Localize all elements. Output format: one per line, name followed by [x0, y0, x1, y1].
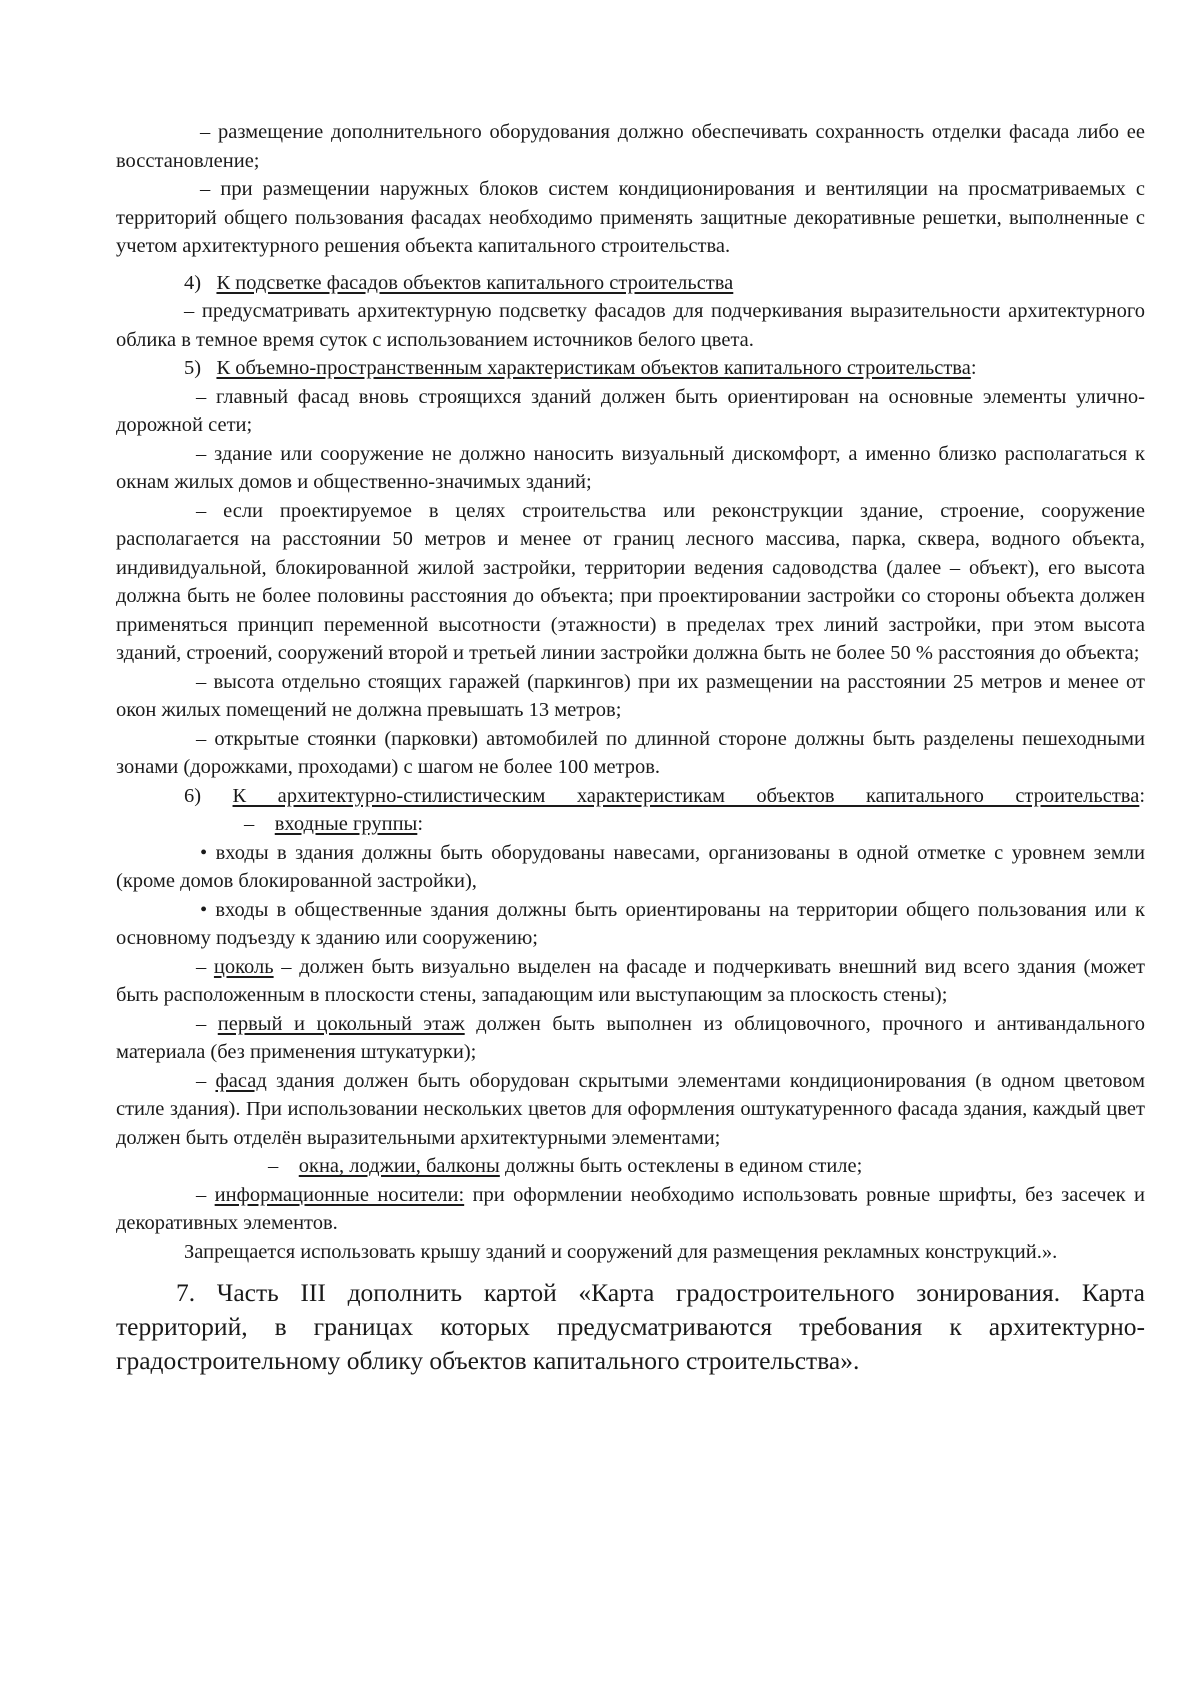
section-4-heading	[116, 269, 1145, 298]
plinth-text: – должен быть визуально выделен на фасаде и подчеркивать внешний вид всего здания (может быть расположенным в плоскости стены, западающим или выступающим за плоскость стены);	[116, 955, 1146, 1006]
paragraph-item-7: 7. Часть III дополнить картой «Карта градостроительного зонирования. Карта территорий, в границах которых предусматриваются требования к архитектурно-градостроительному облику объектов капитального строительства».	[116, 1278, 1145, 1375]
paragraph-discomfort: – здание или сооружение не должно наносить визуальный дискомфорт, а именно близко располагаться к окнам жилых домов и общественно-значимых зданий;	[116, 442, 1145, 493]
paragraph-windows	[116, 1152, 1145, 1181]
entry-groups-title: входные группы	[274, 813, 418, 835]
facade-text: здания должен быть оборудован скрытыми элементами кондиционирования (в одном цветовом стиле здания). При использовании нескольких цветов для оформления оштукатуренного фасада здания, каждый цвет должен быть отделён выразительными архитектурными элементами;	[116, 1069, 1146, 1149]
facade-dash: –	[196, 1069, 207, 1092]
section-4-title: К подсветке фасадов объектов капитального строительства	[216, 271, 734, 294]
first-floor-term: первый и цокольный этаж	[217, 1012, 465, 1035]
section-5-heading	[116, 354, 1145, 383]
plinth-term: цоколь	[213, 955, 274, 978]
plinth-dash: –	[196, 955, 207, 978]
entry-groups-colon: :	[417, 813, 424, 835]
paragraph-roof-ban: Запрещается использовать крышу зданий и сооружений для размещения рекламных конструкций.».	[184, 1240, 1058, 1263]
entry-groups-dash: –	[244, 813, 255, 835]
first-floor-text: должен быть выполнен из облицовочного, прочного и антивандального материала (без применения штукатурки);	[116, 1012, 1146, 1063]
bullet-entrances: • входы в здания должны быть оборудованы навесами, организованы в одной отметке с уровнем земли (кроме домов блокированной застройки),	[116, 841, 1145, 892]
facade-term: фасад	[215, 1069, 267, 1092]
paragraph-first-floor	[116, 1010, 1145, 1067]
section-6-title: К архитектурно-стилистическим характеристикам объектов капитального строительства	[232, 784, 1140, 807]
paragraph-facade	[116, 1067, 1145, 1153]
windows-term: окна, лоджии, балконы	[298, 1155, 500, 1177]
windows-dash: –	[268, 1155, 279, 1177]
paragraph-main-facade: – главный фасад вновь строящихся зданий должен быть ориентирован на основные элементы улично-дорожной сети;	[116, 385, 1145, 436]
paragraph-info-carriers	[116, 1181, 1145, 1238]
info-text: при оформлении необходимо использовать ровные шрифты, без засечек и декоративных элементов.	[116, 1183, 1146, 1234]
section-6-heading	[116, 782, 1145, 811]
paragraph-garages: – высота отдельно стоящих гаражей (паркингов) при их размещении на расстоянии 25 метров и менее от окон жилых помещений не должна превышать 13 метров;	[116, 670, 1145, 721]
info-dash: –	[196, 1183, 207, 1206]
section-5-title: К объемно-пространственным характеристикам объектов капитального строительства	[216, 357, 971, 379]
paragraph-ventilation: – при размещении наружных блоков систем кондиционирования и вентиляции на просматриваемых с территорий общего пользования фасадах необходимо применять защитные декоративные решетки, выполненные с учетом архитектурного решения объекта капитального строительства.	[116, 178, 1145, 257]
section-6-colon: :	[1139, 784, 1146, 807]
windows-text: должны быть остеклены в едином стиле;	[499, 1155, 863, 1177]
paragraph-height-limits: – если проектируемое в целях строительства или реконструкции здание, строение, сооружение располагается на расстоянии 50 метров и менее от границ лесного массива, парка, сквера, водного объекта, индивидуальной, блокированной жилой застройки, территории ведения садоводства (далее – объект), его высота должна быть не более половины расстояния до объекта; при проектировании застройки со стороны объекта должен применяться принцип переменной высотности (этажности) в пределах трех линий застройки, при этом высота зданий, строений, сооружений второй и третьей линии застройки должна быть не более 50 % расстояния до объекта;	[116, 499, 1145, 664]
section-6-number: 6)	[184, 784, 202, 807]
section-5-colon: :	[970, 357, 977, 379]
bullet-public-entrances: • входы в общественные здания должны быть ориентированы на территории общего пользования или к основному подъезду к зданию или сооружению;	[116, 898, 1145, 949]
section-5-number: 5)	[184, 357, 202, 379]
first-floor-dash: –	[196, 1012, 207, 1035]
entry-groups-heading	[116, 810, 1145, 839]
paragraph-plinth	[116, 953, 1145, 1010]
section-4-number: 4)	[184, 271, 202, 294]
paragraph-parking: – открытые стоянки (парковки) автомобилей по длинной стороне должны быть разделены пешеходными зонами (дорожками, проходами) с шагом не более 100 метров.	[116, 727, 1145, 778]
info-term: информационные носители:	[214, 1183, 465, 1206]
paragraph-lighting: – предусматривать архитектурную подсветку фасадов для подчеркивания выразительности архитектурного облика в темное время суток с использованием источников белого цвета.	[116, 300, 1145, 351]
paragraph-equipment: – размещение дополнительного оборудования должно обеспечивать сохранность отделки фасада либо ее восстановление;	[116, 121, 1145, 172]
